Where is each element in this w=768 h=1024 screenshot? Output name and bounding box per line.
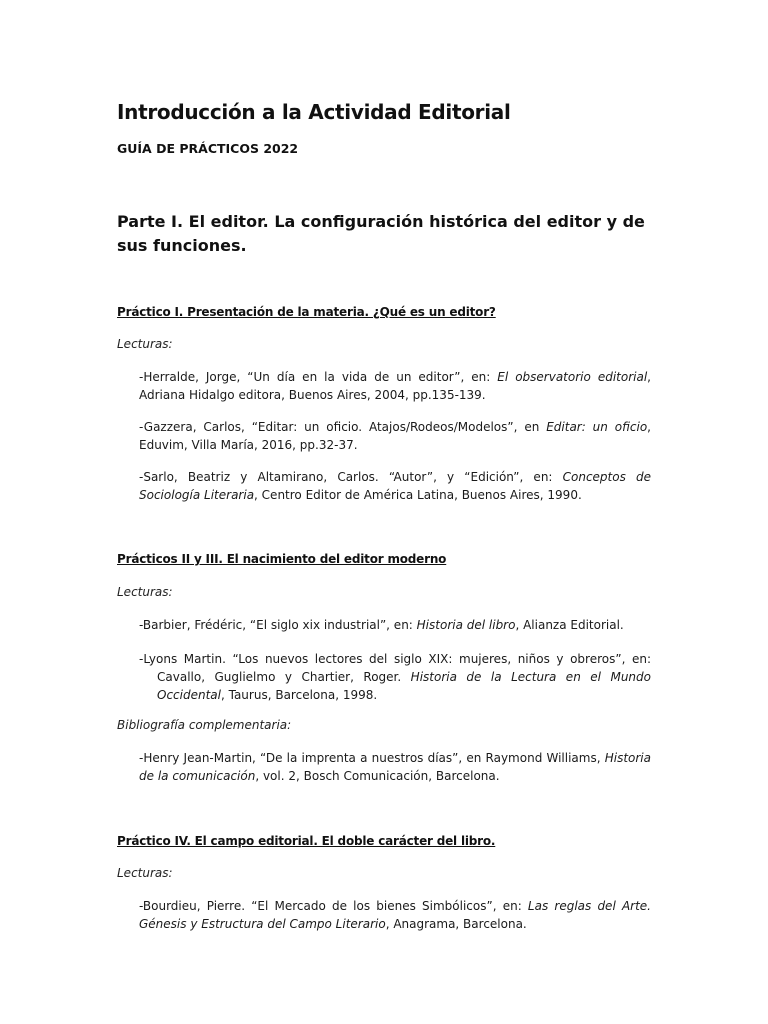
entry-text: -Gazzera, Carlos, “Editar: un oficio. Atajos/Rodeos/Modelos”, en: [139, 420, 547, 434]
entry-text: -Sarlo, Beatriz y Altamirano, Carlos. “Autor”, y “Edición”, en:: [139, 470, 563, 484]
entry-title: Conceptos de Sociología Literaria: [139, 470, 651, 502]
entry-text: -Henry Jean-Martin, “De la imprenta a nuestros días”, en Raymond Williams,: [139, 751, 605, 765]
entry-text: -Lyons Martin. “Los nuevos lectores del siglo XIX: mujeres, niños y obreros”, en: Cavallo, Guglielmo y Chartier, Roger.: [139, 652, 651, 684]
entry-text: -Barbier, Frédéric, “El siglo xix industrial”, en:: [139, 618, 417, 632]
entry-title: El observatorio editorial: [497, 370, 648, 384]
reading-entry: [139, 650, 651, 704]
entry-text: , Adriana Hidalgo editora, Buenos Aires, 2004, pp.135-139.: [139, 370, 651, 402]
section-heading-practico-4: Práctico IV. El campo editorial. El doble carácter del libro.: [117, 834, 496, 848]
entry-title: Historia del libro: [416, 618, 516, 632]
document-subtitle: GUÍA DE PRÁCTICOS 2022: [117, 141, 299, 156]
entry-text: , Centro Editor de América Latina, Buenos Aires, 1990.: [254, 488, 582, 502]
entry-text: -Herralde, Jorge, “Un día en la vida de un editor”, en:: [139, 370, 498, 384]
entry-title: Editar: un oficio: [546, 420, 648, 434]
entry-title: Historia de la comunicación: [139, 751, 651, 783]
entry-text: , Anagrama, Barcelona.: [385, 917, 527, 931]
entry-title: Historia de la Lectura en el Mundo Occidental: [157, 670, 651, 702]
section-heading-practicos-2-3: Prácticos II y III. El nacimiento del editor moderno: [117, 552, 447, 566]
reading-entry: [139, 897, 651, 933]
document-title: Introducción a la Actividad Editorial: [117, 100, 511, 124]
entry-text: , Alianza Editorial.: [515, 618, 624, 632]
complementary-label: Bibliografía complementaria:: [117, 718, 292, 732]
entry-text: , vol. 2, Bosch Comunicación, Barcelona.: [255, 769, 500, 783]
reading-entry: [139, 468, 651, 504]
readings-label: Lecturas:: [117, 585, 173, 599]
part-heading: Parte I. El editor. La configuración histórica del editor y de sus funciones.: [117, 212, 645, 255]
entry-text: , Eduvim, Villa María, 2016, pp.32-37.: [139, 420, 651, 452]
entry-title: Las reglas del Arte. Génesis y Estructura del Campo Literario: [139, 899, 651, 931]
reading-entry: [139, 368, 651, 404]
reading-entry: [139, 616, 651, 634]
readings-label: Lecturas:: [117, 866, 173, 880]
entry-text: , Taurus, Barcelona, 1998.: [220, 688, 378, 702]
section-heading-practico-1: Práctico I. Presentación de la materia. ¿Qué es un editor?: [117, 305, 496, 319]
readings-label: Lecturas:: [117, 337, 173, 351]
reading-entry: [139, 418, 651, 454]
entry-text: -Bourdieu, Pierre. “El Mercado de los bienes Simbólicos”, en:: [139, 899, 528, 913]
complementary-entry: [139, 749, 651, 785]
